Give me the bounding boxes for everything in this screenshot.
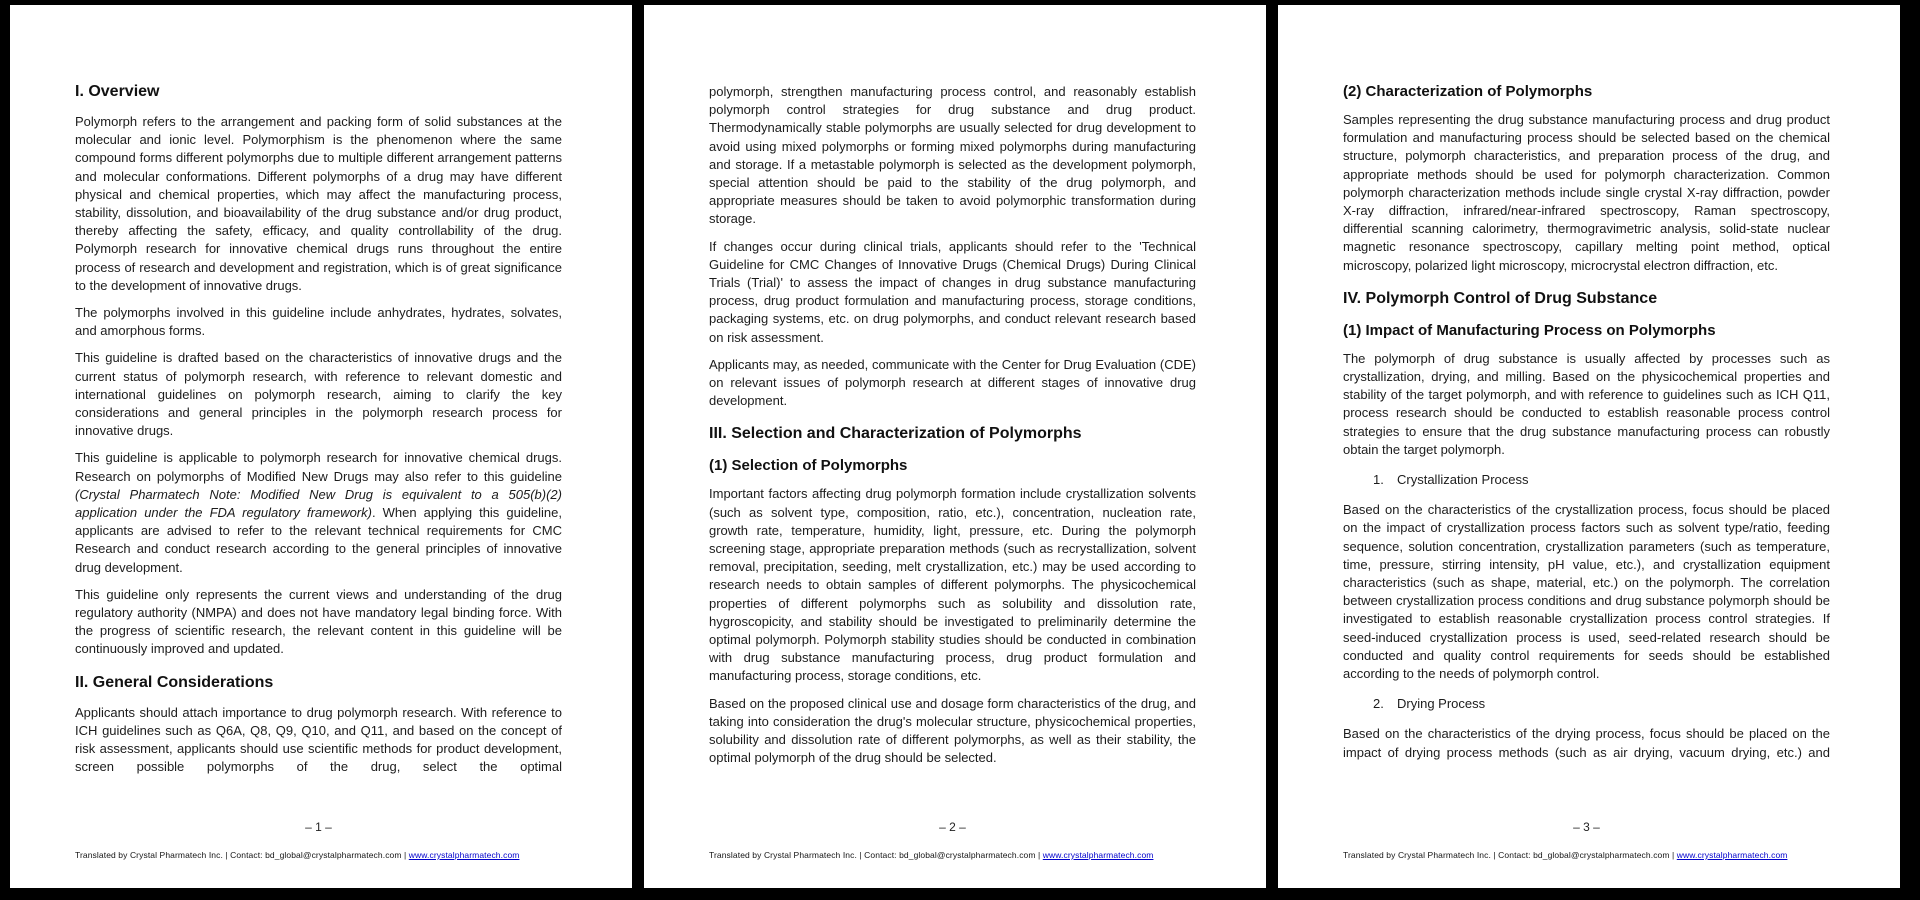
page-content (1343, 83, 1830, 790)
page-number: – 2 – (939, 820, 966, 834)
translation-footer (75, 850, 562, 860)
paragraph: polymorph, strengthen manufacturing process control, and reasonably establish polymorph control strategies for drug substance and drug product. Thermodynamically stable polymorphs are usually selected for drug development to avoid using mixed polymorphs or forming mixed polymorphs during manufacturing and storage. If a metastable polymorph is selected as the development polymorph, special attention should be paid to the stability of the drug polymorph, and appropriate measures should be taken to avoid polymorphic transformation during storage. (709, 84, 1196, 227)
website-link[interactable]: www.crystalpharmatech.com (408, 850, 520, 860)
paragraph: Applicants may, as needed, communicate with the Center for Drug Evaluation (CDE) on relevant issues of polymorph research at different stages of innovative drug development. (709, 356, 1196, 409)
numbered-list-item (1373, 471, 1830, 489)
numbered-list-item (1373, 695, 1830, 713)
page-footer (75, 820, 562, 860)
paragraph: Polymorph refers to the arrangement and packing form of solid substances at the molecular and ionic level. Polymorphism is the phenomenon where the same compound forms different polymorphs due to multiple different arrangement patterns and molecular conformations. Different polymorphs of a drug may have different physical and chemical properties, which may affect the manufacturing process, stability, dissolution, and bioavailability of the drug substance and/or drug product, thereby affecting the safety, efficacy, and quality controllability of the drug. Polymorph research for innovative chemical drugs runs throughout the entire process of research and development and registration, which is of great significance to the development of innovative drugs. (75, 114, 562, 293)
page-number: – 3 – (1573, 820, 1600, 834)
paragraph: Based on the proposed clinical use and dosage form characteristics of the drug, and taking into consideration the drug's molecular structure, physicochemical properties, solubility and dissolution rate of different polymorphs, as well as their stability, the optimal polymorph of the drug should be selected. (709, 695, 1196, 766)
section-heading: II. General Considerations (75, 673, 274, 691)
list-item-number: 1. (1373, 472, 1384, 488)
list-item-text: Crystallization Process (1397, 472, 1529, 488)
paragraph: Applicants should attach importance to drug polymorph research. With reference to ICH guidelines such as Q6A, Q8, Q9, Q10, and Q11, and based on the concept of risk assessment, applicants should use scientific methods for product development, screen possible polymorphs of the drug, select the optimal (75, 704, 562, 775)
paragraph-text: . When applying this guideline, applicants are advised to refer to the relevant technical requirements for CMC Research and conduct research according to the general principles of innovative drug development. (75, 505, 562, 575)
paragraph: Samples representing the drug substance manufacturing process and drug product formulation and manufacturing process should be selected based on the chemical structure, polymorph characteristics, and preparation process of the drug, and appropriate methods should be used for polymorph characterization. Common polymorph characterization methods include single crystal X-ray diffraction, powder X-ray diffraction, infrared/near-infrared spectroscopy, Raman spectroscopy, differential scanning calorimetry, thermogravimetric analysis, solid-state nuclear magnetic resonance spectroscopy, capillary melting point method, optical microscopy, polarized light microscopy, microcrystal electron diffraction, etc. (1343, 112, 1830, 273)
translation-footer (709, 850, 1196, 860)
paragraph: This guideline is drafted based on the characteristics of innovative drugs and the current status of polymorph research, with reference to relevant domestic and international guidelines on polymorph research, aiming to clarify the key considerations and general principles in the polymorph research process for innovative drugs. (75, 350, 562, 439)
document-page-2 (644, 5, 1266, 888)
website-link[interactable]: www.crystalpharmatech.com (1676, 850, 1788, 860)
paragraph: The polymorph of drug substance is usually affected by processes such as crystallization, drying, and milling. Based on the physicochemical properties and stability of the target polymorph, and with reference to guidelines such as ICH Q11, process research should be conducted to establish reasonable process control strategies to ensure that the drug substance manufacturing process can robustly obtain the target polymorph. (1343, 350, 1830, 457)
section-heading: I. Overview (75, 83, 160, 100)
translation-footer-text: Translated by Crystal Pharmatech Inc. | Contact: bd_global@crystalpharmatech.com | (75, 850, 409, 860)
italic-note-text: (Crystal Pharmatech Note: Modified New Drug is equivalent to a 505(b)(2) application under the FDA regulatory framework) (75, 486, 562, 521)
translation-footer-text: Translated by Crystal Pharmatech Inc. | Contact: bd_global@crystalpharmatech.com | (709, 850, 1043, 860)
paragraph: This guideline only represents the current views and understanding of the drug regulatory authority (NMPA) and does not have mandatory legal binding force. With the progress of scientific research, the relevant content in this guideline will be continuously improved and updated. (75, 586, 562, 657)
list-item-text: Drying Process (1397, 696, 1486, 712)
page-footer (1343, 820, 1830, 860)
list-item-number: 2. (1373, 696, 1384, 712)
page-number: – 1 – (305, 820, 332, 834)
paragraph-text: This guideline is applicable to polymorph research for innovative chemical drugs. Research on polymorphs of Modified New Drugs may also refer to this guideline (75, 450, 562, 484)
section-heading: (1) Selection of Polymorphs (709, 457, 908, 475)
page-footer (709, 820, 1196, 860)
paragraph: If changes occur during clinical trials, applicants should refer to the 'Technical Guideline for CMC Changes of Innovative Drugs (Chemical Drugs) During Clinical Trials (Trial)' to assess the impact of changes in drug substance manufacturing process, drug product formulation and manufacturing process, storage conditions, packaging systems, etc. on drug polymorphs, and conduct relevant research based on risk assessment. (709, 238, 1196, 345)
section-heading: (1) Impact of Manufacturing Process on Polymorphs (1343, 321, 1716, 339)
document-page-1 (10, 5, 632, 888)
page-content (75, 83, 562, 790)
paragraph (75, 449, 562, 576)
website-link[interactable]: www.crystalpharmatech.com (1042, 850, 1154, 860)
section-heading: III. Selection and Characterization of Polymorphs (709, 425, 1082, 443)
document-page-3 (1278, 5, 1900, 888)
section-heading: (2) Characterization of Polymorphs (1343, 83, 1593, 100)
paragraph: Based on the characteristics of the drying process, focus should be placed on the impact of drying process methods (such as air drying, vacuum drying, etc.) and (1343, 726, 1830, 760)
paragraph: Important factors affecting drug polymorph formation include crystallization solvents (such as solvent type, composition, ratio, etc.), concentration, nucleation rate, growth rate, temperature, humidity, light, pressure, etc. During the polymorph screening stage, appropriate preparation methods (such as recrystallization, solvent removal, precipitation, seeding, melt crystallization, etc.) may be used according to research needs to obtain samples of different polymorphs. The physicochemical properties of different polymorphs such as solubility and dissolution rate, hygroscopicity, and stability should be investigated to preliminarily determine the optimal polymorph. Polymorph stability studies should be conducted in combination with drug substance manufacturing process, drug product formulation and manufacturing process, storage conditions, etc. (709, 486, 1196, 684)
translation-footer (1343, 850, 1830, 860)
paragraph: The polymorphs involved in this guideline include anhydrates, hydrates, solvates, and amorphous forms. (75, 305, 562, 339)
paragraph: Based on the characteristics of the crystallization process, focus should be placed on the impact of crystallization process factors such as solvent type/ratio, feeding sequence, solution concentration, crystallization parameters (such as temperature, time, pressure, stirring intensity, pH value, etc.), and crystallization equipment characteristics (such as shape, material, etc.) on the polymorph. The correlation between crystallization process conditions and drug substance polymorph should be investigated to establish reasonable crystallization process control strategies. If seed-induced crystallization process is used, seed-related research should be conducted and quality control requirements for seeds should be established according to the needs of polymorph control. (1343, 502, 1830, 682)
section-heading: IV. Polymorph Control of Drug Substance (1343, 289, 1658, 307)
translation-footer-text: Translated by Crystal Pharmatech Inc. | Contact: bd_global@crystalpharmatech.com | (1343, 850, 1677, 860)
page-content (709, 83, 1196, 790)
